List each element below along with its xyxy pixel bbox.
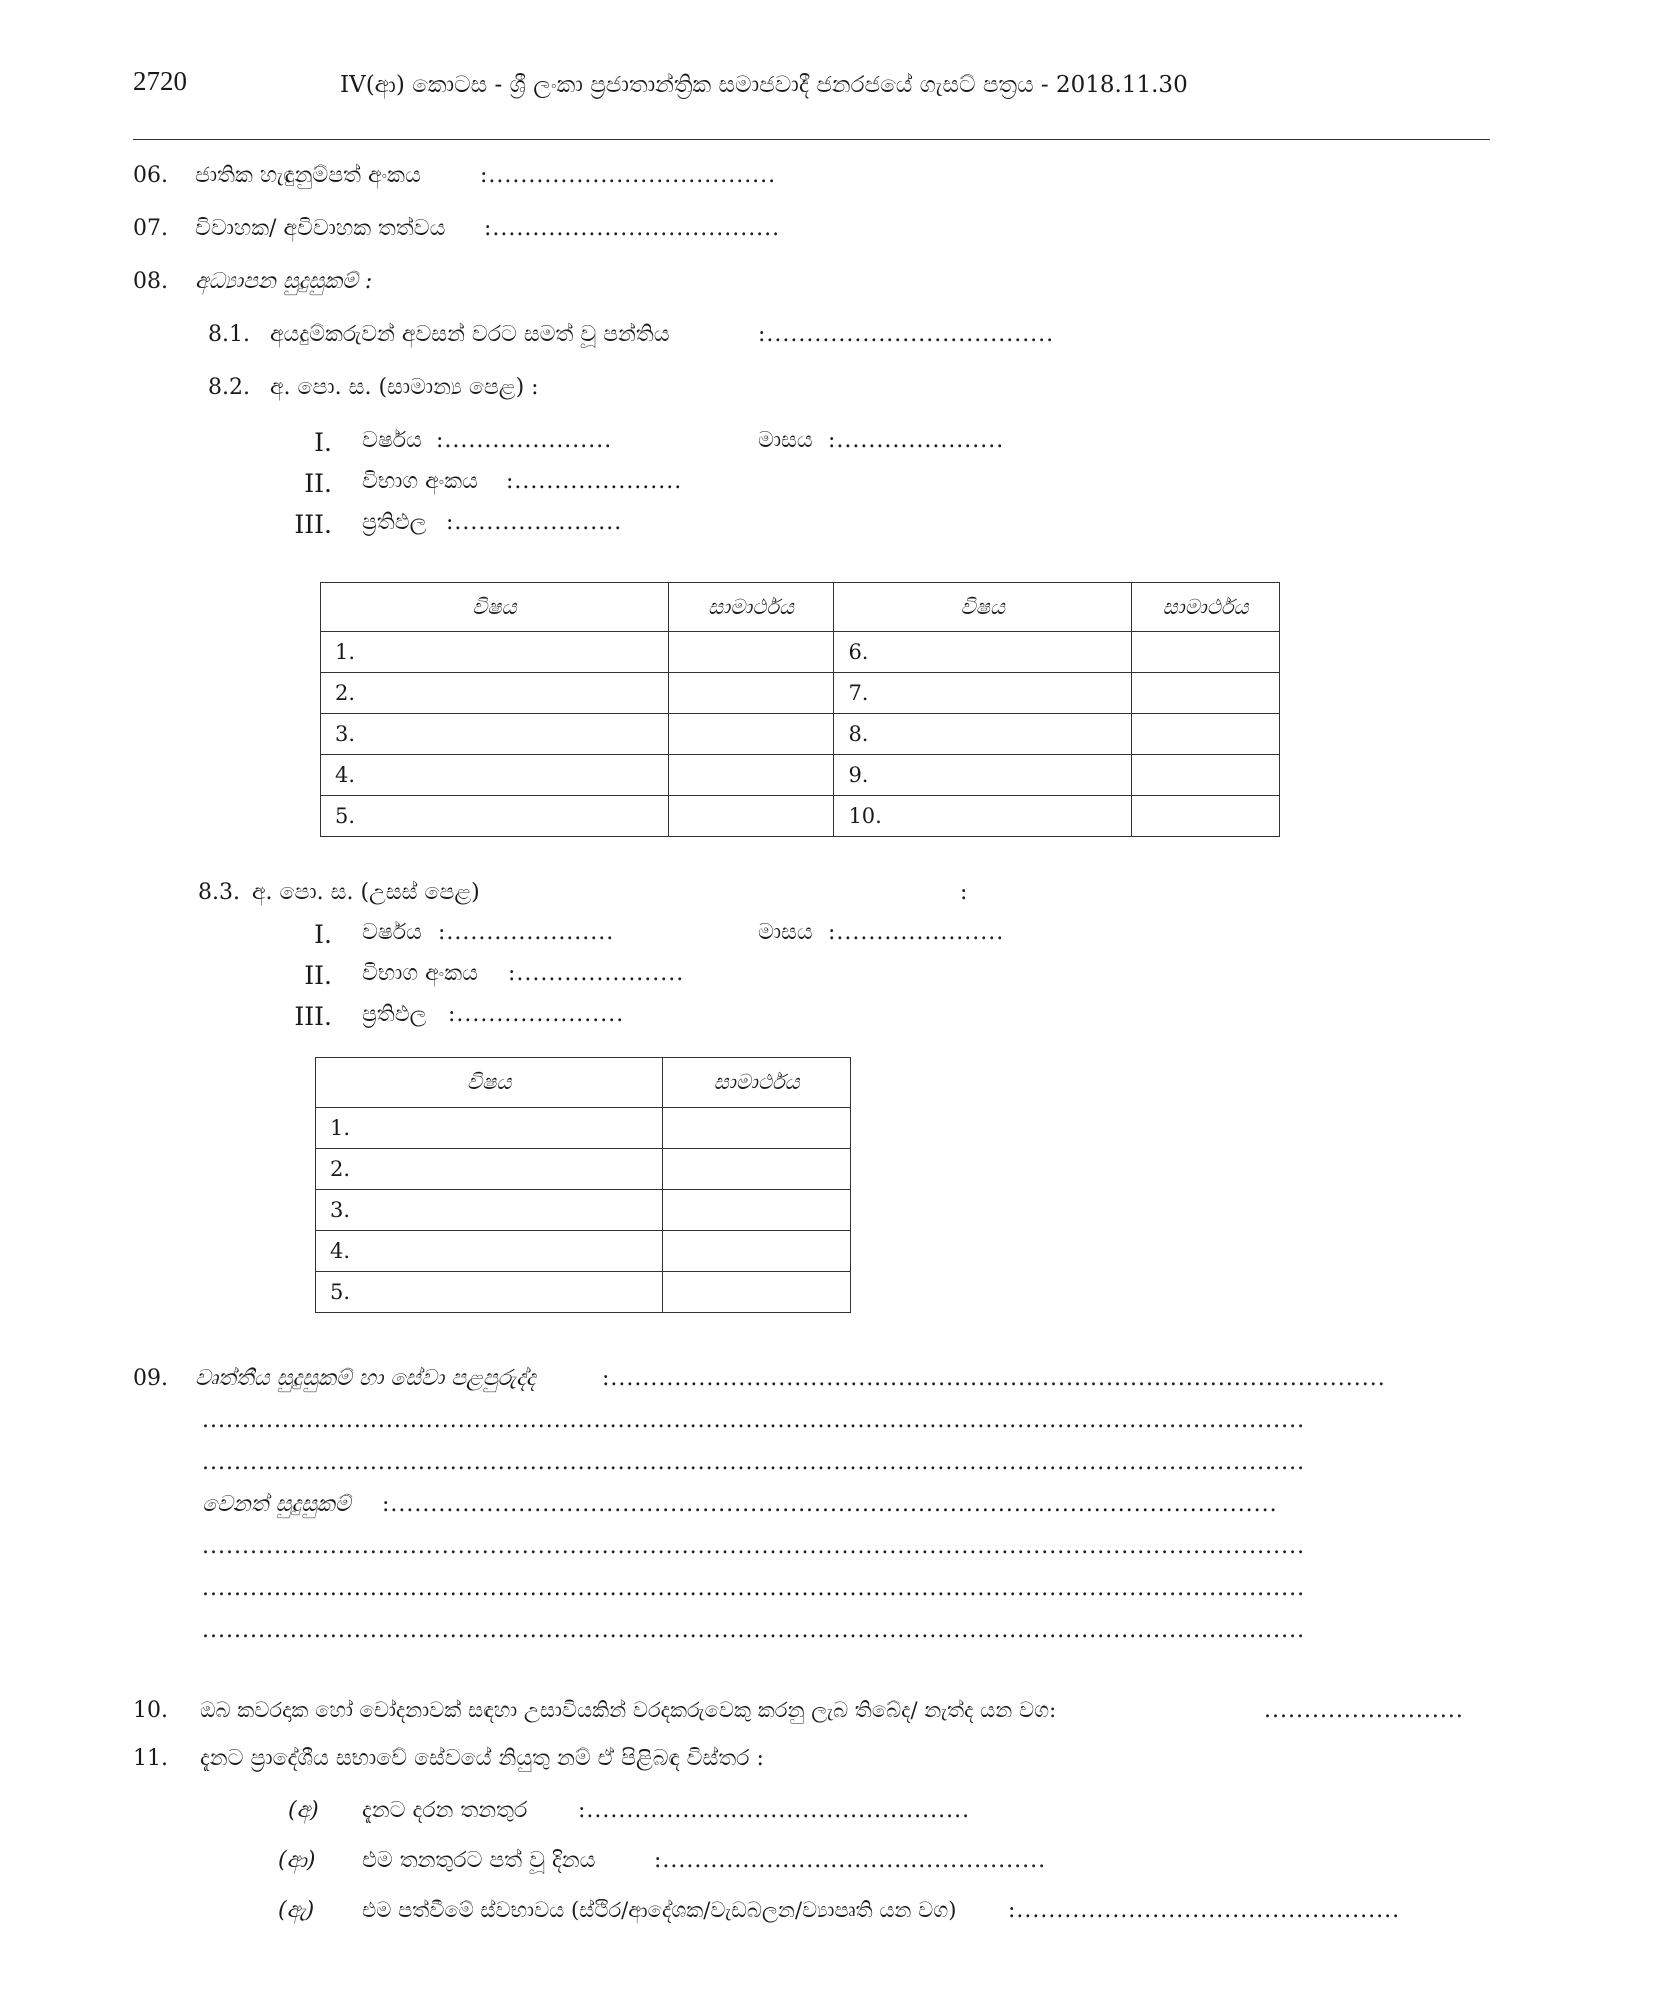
table-row[interactable]: 2.	[321, 673, 669, 714]
item-10-label: ඔබ කවරදාක හෝ චෝදනාවක් සඳහා උසාවියකින් වරදකරුවෙකු කරනු ලැබ තිබේද/ නැත්ද යන වග:	[200, 1698, 1057, 1722]
dotted-line[interactable]: ..........................................................................................................................................	[202, 1408, 1306, 1433]
item-08-label: අධ්‍යාපන සුදුසුකම් :	[195, 269, 373, 294]
item-8-2-number: 8.2.	[208, 375, 250, 400]
ol-roman-3: III.	[294, 510, 332, 539]
ol-year-label: වර්ෂය	[362, 428, 422, 453]
item-09-fill[interactable]: :.................................................................................................	[602, 1366, 1386, 1391]
item-11-number: 11.	[133, 1746, 168, 1771]
sub-11-ae-mark: (ඇ)	[278, 1898, 315, 1923]
al-roman-1: I.	[314, 920, 332, 949]
item-08-number: 08.	[133, 269, 168, 294]
table-row[interactable]: 9.	[834, 755, 1132, 796]
grade-cell[interactable]	[1132, 714, 1280, 755]
grade-cell[interactable]	[668, 632, 834, 673]
item-06-label: ජාතික හැඳුනුම්පත් අංකය	[195, 163, 421, 188]
item-8-1-fill[interactable]: :....................................	[758, 322, 1055, 347]
table-row[interactable]: 1.	[316, 1108, 663, 1149]
al-year-label: වර්ෂය	[362, 920, 422, 945]
other-qualifications-label: වෙනත් සුදුසුකම්	[202, 1492, 351, 1517]
al-month-label: මාසය	[758, 920, 813, 945]
ol-header-subject-2: විෂය	[834, 583, 1132, 632]
header-rule	[133, 139, 1490, 140]
sub-11-aa-label: එම තනතුරට පත් වූ දිනය	[362, 1848, 596, 1873]
al-month-fill[interactable]: :.....................	[828, 920, 1005, 945]
table-row[interactable]: 4.	[321, 755, 669, 796]
ol-month-label: මාසය	[758, 428, 813, 453]
item-10-number: 10.	[133, 1698, 168, 1723]
sub-11-ae-fill[interactable]: :................................................	[1008, 1898, 1401, 1923]
ol-year-fill[interactable]: :.....................	[436, 428, 613, 453]
ol-header-subject-1: විෂය	[321, 583, 669, 632]
al-index-fill[interactable]: :.....................	[508, 961, 685, 986]
al-result-fill[interactable]: :.....................	[448, 1002, 625, 1027]
sub-11-aa-fill[interactable]: :................................................	[654, 1848, 1047, 1873]
table-row[interactable]: 2.	[316, 1149, 663, 1190]
al-roman-2: II.	[304, 961, 332, 990]
dotted-line[interactable]: ..........................................................................................................................................	[202, 1450, 1306, 1475]
grade-cell[interactable]	[663, 1190, 851, 1231]
ol-roman-1: I.	[314, 428, 332, 457]
sub-11-a-mark: (අ)	[288, 1798, 319, 1823]
table-row[interactable]: 10.	[834, 796, 1132, 837]
item-8-3-number: 8.3.	[198, 880, 240, 905]
al-results-table	[315, 1057, 851, 1313]
item-8-1-number: 8.1.	[208, 322, 250, 347]
al-header-grade: සාමාර්ථය	[663, 1058, 851, 1108]
grade-cell[interactable]	[663, 1149, 851, 1190]
item-07-fill[interactable]: :....................................	[484, 216, 781, 241]
item-8-3-colon: :	[960, 880, 968, 905]
item-09-label: වෘත්තීය සුදුසුකම් හා සේවා පළපුරුද්ද	[195, 1366, 536, 1391]
grade-cell[interactable]	[1132, 755, 1280, 796]
item-10-fill[interactable]: .........................	[1264, 1698, 1464, 1723]
dotted-line[interactable]: ..........................................................................................................................................	[202, 1618, 1306, 1643]
other-qualifications-fill[interactable]: :...............................................................................................................	[382, 1492, 1278, 1517]
dotted-line[interactable]: ..........................................................................................................................................	[202, 1534, 1306, 1559]
ol-header-grade-1: සාමාර්ථය	[668, 583, 834, 632]
item-06-number: 06.	[133, 163, 168, 188]
grade-cell[interactable]	[1132, 632, 1280, 673]
al-index-label: විභාග අංකය	[362, 961, 478, 986]
sub-11-aa-mark: (ආ)	[278, 1848, 316, 1873]
ol-roman-2: II.	[304, 469, 332, 498]
al-header-subject: විෂය	[316, 1058, 663, 1108]
grade-cell[interactable]	[668, 714, 834, 755]
grade-cell[interactable]	[663, 1108, 851, 1149]
grade-cell[interactable]	[668, 755, 834, 796]
page-number: 2720	[133, 66, 187, 96]
table-row[interactable]: 3.	[316, 1190, 663, 1231]
al-year-fill[interactable]: :.....................	[438, 920, 615, 945]
item-8-2-label: අ. පො. ස. (සාමාන්‍ය පෙළ) :	[270, 375, 539, 400]
al-roman-3: III.	[294, 1002, 332, 1031]
sub-11-a-fill[interactable]: :................................................	[578, 1798, 971, 1823]
ol-index-fill[interactable]: :.....................	[506, 469, 683, 494]
table-row[interactable]: 4.	[316, 1231, 663, 1272]
al-result-label: ප්‍රතිඵල	[362, 1002, 427, 1027]
grade-cell[interactable]	[668, 796, 834, 837]
item-07-label: විවාහක/ අවිවාහක තත්වය	[195, 216, 446, 241]
gazette-header-title: IV(ආ) කොටස - ශ්‍රී ලංකා ප්‍රජාතාන්ත්‍රික සමාජවාදී ජනරජයේ ගැසට් පත්‍රය - 2018.11.30	[340, 72, 1188, 98]
ol-result-label: ප්‍රතිඵල	[362, 510, 427, 535]
table-row[interactable]: 8.	[834, 714, 1132, 755]
item-8-1-label: අයදුම්කරුවන් අවසන් වරට සමත් වූ පන්තිය	[270, 322, 670, 347]
sub-11-a-label: දැනට දරන තනතුර	[362, 1798, 528, 1823]
sub-11-ae-label: එම පත්වීමේ ස්වභාවය (ස්ථිර/ආදේශක/වැඩබලන/ව්‍යාපෘති යන වග)	[362, 1898, 957, 1922]
table-row[interactable]: 7.	[834, 673, 1132, 714]
table-row[interactable]: 1.	[321, 632, 669, 673]
ol-index-label: විභාග අංකය	[362, 469, 478, 494]
item-06-fill[interactable]: :....................................	[480, 163, 777, 188]
table-row[interactable]: 6.	[834, 632, 1132, 673]
dotted-line[interactable]: ..........................................................................................................................................	[202, 1576, 1306, 1601]
table-row[interactable]: 5.	[321, 796, 669, 837]
item-09-number: 09.	[133, 1366, 168, 1391]
item-8-3-label: අ. පො. ස. (උසස් පෙළ)	[252, 880, 480, 905]
table-row[interactable]: 5.	[316, 1272, 663, 1313]
item-07-number: 07.	[133, 216, 168, 241]
item-11-label: දැනට ප්‍රාදේශීය සභාවේ සේවයේ නියුතු නම් ඒ පිළිබඳ විස්තර :	[200, 1746, 764, 1771]
ol-header-grade-2: සාමාර්ථය	[1132, 583, 1280, 632]
grade-cell[interactable]	[1132, 796, 1280, 837]
grade-cell[interactable]	[663, 1272, 851, 1313]
grade-cell[interactable]	[668, 673, 834, 714]
ol-result-fill[interactable]: :.....................	[446, 510, 623, 535]
ol-month-fill[interactable]: :.....................	[828, 428, 1005, 453]
grade-cell[interactable]	[663, 1231, 851, 1272]
ol-results-table	[320, 582, 1280, 837]
table-row[interactable]: 3.	[321, 714, 669, 755]
grade-cell[interactable]	[1132, 673, 1280, 714]
